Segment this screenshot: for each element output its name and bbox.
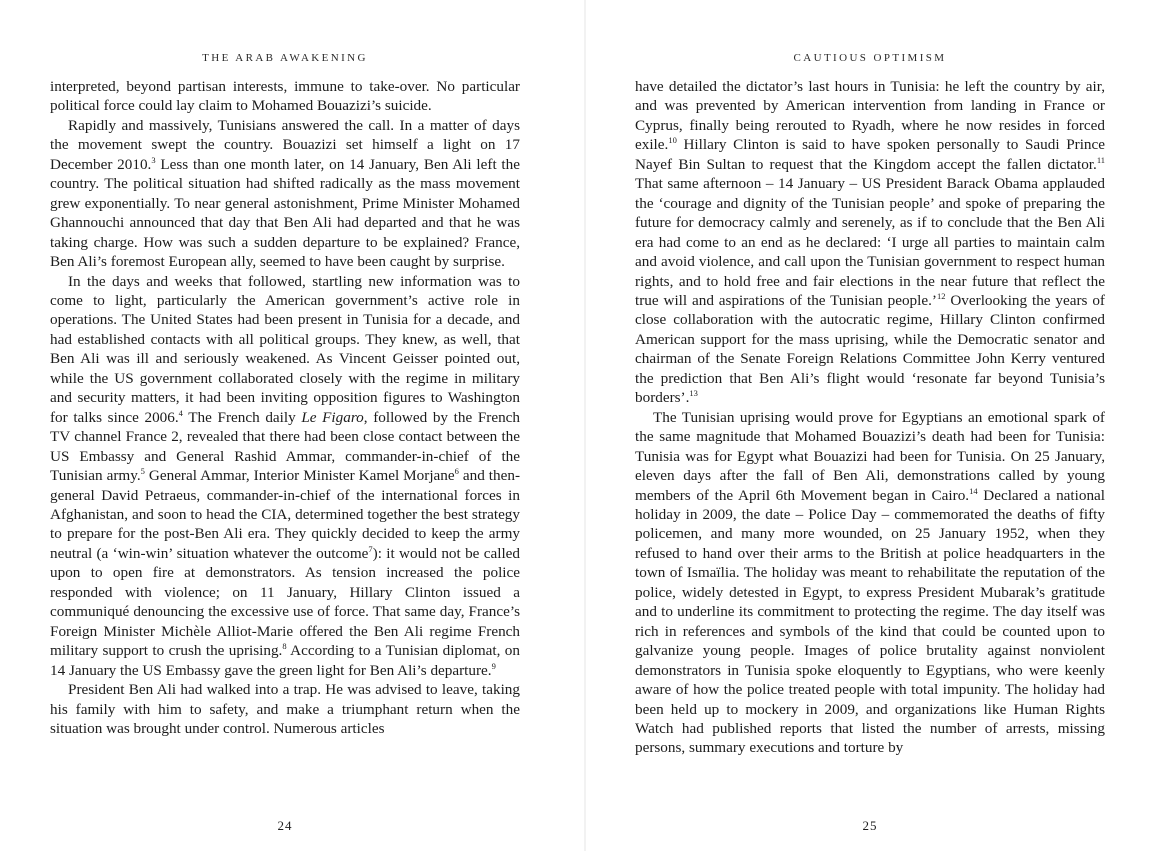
left-paragraph [50, 116, 520, 272]
left-paragraph [50, 680, 520, 738]
book-gutter [584, 0, 586, 851]
text-run: Overlooking the years of close collaboration with the autocratic regime, Hillary Clinton confirmed American support for the mass uprising, while the Democratic senator and chairman of the Senate Foreign Relations Committee John Kerry ventured the prediction that Ben Ali’s flight would ‘resonate far beyond Tunisia’s borders’. [635, 291, 1105, 407]
text-run: That same afternoon – 14 January – US President Barack Obama applauded the ‘courage and dignity of the Tunisian people’ and spoke of preparing the future for democracy calmly and serenely, as if to conclude that the Ben Ali era had come to an end as he declared: ‘I urge all parties to maintain calm and avoid violence, and call upon the Tunisian government to respect human rights, and to hold free and fair elections in the near future that reflect the true will and aspirations of the Tunisian people.’ [635, 175, 1105, 309]
running-head-left: THE ARAB AWAKENING [202, 52, 368, 64]
right-page-body [635, 77, 1105, 758]
footnote-marker: 5 [140, 466, 145, 477]
footnote-marker: 9 [491, 660, 496, 671]
text-run: , followed by the French TV channel France 2, revealed that there had been close contact between the US Embassy and General Rashid Ammar, commander-in-chief of the Tunisian army. [50, 408, 521, 485]
footnote-marker: 7 [368, 543, 373, 554]
left-paragraph [50, 77, 520, 116]
text-run: General Ammar, Interior Minister Kamel Morjane [144, 467, 455, 485]
page-number-right: 25 [862, 818, 878, 833]
text-run: ): it would not be called upon to open fire at demonstrators. As tension increased the police responded with violence; on 11 January, Hillary Clinton issued a communiqué denouncing the excessive use of force. That same day, France’s Foreign Minister Michèle Alliot-Marie offered the Ben Ali regime French military support to crush the uprising. [50, 544, 521, 660]
text-run: Declared a national holiday in 2009, the date – Police Day – commemorated the deaths of fifty policemen, and many more wounded, on 25 January 1952, when they refused to hand over their arms to the British at police headquarters in the town of Ismaïlia. The holiday was meant to rehabilitate the reputation of the police, widely detested in Egypt, to express President Mubarak’s gratitude and to underline its commitment to protecting the regime. The day itself was rich in references and symbols of the kind that could be counted upon to galvanize young people. Images of police brutality against nonviolent demonstrators in Tunisia spoke eloquently to Egyptians, who were keenly aware of how the police treated people with total impunity. The holiday had been held up to mockery in 2009, and organizations like Human Rights Watch had published reports that listed the number of arrests, missing persons, summary executions and torture by [635, 486, 1105, 757]
footnote-marker: 10 [668, 135, 677, 146]
text-run: According to a Tunisian diplomat, on 14 January the US Embassy gave the green light for Ben Ali’s departure. [50, 642, 520, 679]
left-page [50, 0, 520, 851]
page-number-left: 24 [277, 818, 293, 833]
text-run: In the days and weeks that followed, startling new information was to come to light, particularly the American government’s active role in operations. The United States had been present in Tunisia for a decade, and had established contacts with all political groups. They knew, as well, that Ben Ali was ill and seriously weakened. As Vincent Geisser pointed out, while the US government collaborated closely with the regime in military and security matters, it had been inviting opposition figures to Washington for talks since 2006. [50, 272, 520, 426]
text-run: interpreted, beyond partisan interests, immune to take-over. No particular political force could lay claim to Mohamed Bouazizi’s suicide. [50, 78, 520, 115]
text-run: Less than one month later, on 14 January, Ben Ali left the country. The political situation had shifted radically as the mass movement grew exponentially. To near general astonishment, Prime Minister Mohamed Ghannouchi announced that day that Ben Ali had departed and that he was taking charge. How was such a sudden departure to be explained? France, Ben Ali’s foremost European ally, seemed to have been caught by surprise. [50, 155, 520, 271]
footnote-marker: 4 [178, 407, 183, 418]
footnote-marker: 14 [969, 485, 978, 496]
text-run: President Ben Ali had walked into a trap. He was advised to leave, taking his family with him to safety, and make a triumphant return when the situation was brought under control. Numerous articles [50, 681, 520, 737]
text-run: The Tunisian uprising would prove for Egyptians an emotional spark of the same magnitude that Mohamed Bouazizi’s death had been for Tunisia: Tunisia was for Egypt what Bouazizi had been for Tunisia. On 25 January, eleven days after the fall of Ben Ali, demonstrations called by young members of the April 6th Movement began in Cairo. [635, 408, 1105, 504]
right-page [635, 0, 1105, 851]
text-run: Hillary Clinton is said to have spoken personally to Saudi Prince Nayef Bin Sultan to request that the Kingdom accept the fallen dictator. [635, 136, 1105, 173]
left-page-body [50, 77, 520, 738]
right-paragraph [635, 408, 1105, 758]
left-paragraph [50, 272, 520, 681]
footnote-marker: 11 [1096, 154, 1105, 165]
footnote-marker: 13 [689, 388, 698, 399]
text-run: have detailed the dictator’s last hours in Tunisia: he left the country by air, and was prevented by American intervention from landing in France or Cyprus, finally being rerouted to Ryadh, where he now resides in forced exile. [635, 78, 1105, 154]
running-head-right: CAUTIOUS OPTIMISM [793, 52, 947, 64]
footnote-marker: 8 [282, 641, 287, 652]
footnote-marker: 12 [936, 290, 946, 301]
text-run: The French daily [182, 408, 302, 426]
right-paragraph [635, 77, 1105, 408]
footnote-marker: 6 [454, 466, 459, 477]
italic-title: Le Figaro [301, 408, 364, 426]
footnote-marker: 3 [151, 154, 156, 165]
text-run: and then-general David Petraeus, commander-in-chief of the international forces in Afghanistan, and soon to head the CIA, determined together the best strategy to prepare for the post-Ben Ali era. They quickly decided to keep the army neutral (a ‘win-win’ situation whatever the outcome [50, 467, 521, 562]
text-run: Rapidly and massively, Tunisians answered the call. In a matter of days the movement swept the country. Bouazizi set himself a light on 17 December 2010. [50, 116, 520, 173]
